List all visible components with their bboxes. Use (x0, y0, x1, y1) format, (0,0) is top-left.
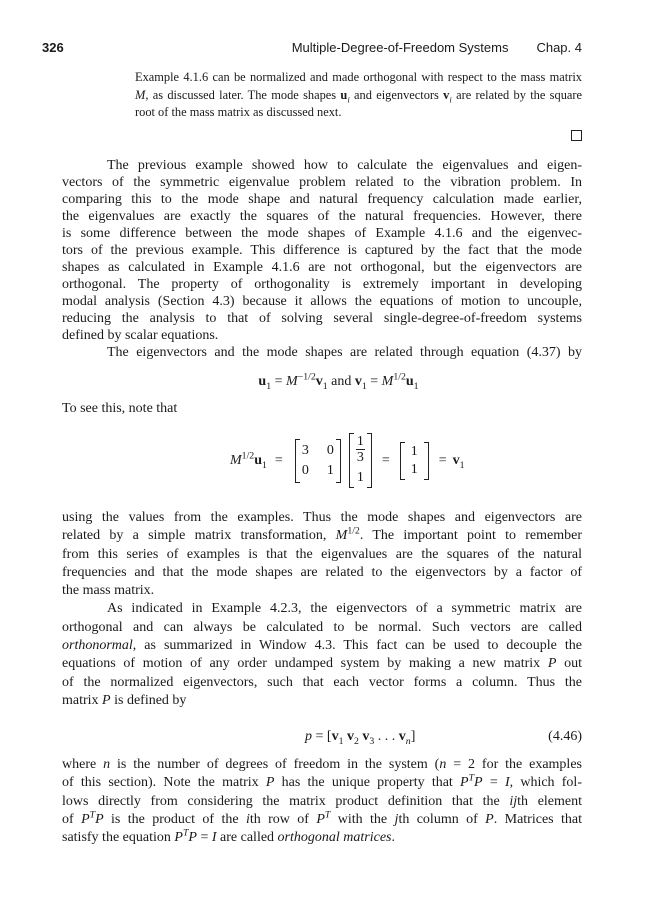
text-line (62, 756, 582, 774)
text-run: is the number of degrees of freedom in the system ( (110, 757, 440, 772)
text-line (62, 225, 582, 242)
text-run: The previous example showed how to calculate the eigenvalues and eigen- (107, 158, 582, 173)
math-italic: P (95, 811, 104, 827)
math-italic: P (174, 830, 183, 846)
superscript: 1/2 (241, 449, 255, 461)
text-run: frequencies and that the mode shapes are related to the eigenvectors by a factor of (62, 564, 582, 580)
text-run: equations of motion of any order undamped system by making a new matrix (62, 656, 548, 672)
text-run: shapes as calculated in Example 4.1.6 are not orthogonal, but the eigenvectors are (62, 260, 582, 275)
running-title: Multiple-Degree-of-Freedom Systems (291, 40, 509, 55)
text-run: , as summarized in Window 4.3. This fact can be used to decouple the (132, 638, 582, 654)
text-line (62, 293, 582, 310)
vector-cell: 1 (356, 470, 364, 485)
math-vector: v (443, 87, 450, 102)
numerator: 1 (356, 434, 364, 449)
math-vector: v (346, 729, 354, 744)
text-run: are called (216, 830, 278, 846)
text-line (135, 69, 582, 87)
text-run: from this series of examples is that the eigenvalues are the squares of the natural (62, 546, 582, 562)
subscript: 2 (353, 735, 359, 747)
text-run: root of the mass matrix as discussed next. (135, 105, 342, 119)
text-run: the mass matrix. (62, 583, 155, 599)
math-vector: v (315, 374, 323, 389)
text-run: using the values from the examples. Thus the mode shapes and eigenvectors are (62, 510, 582, 525)
equation-4-46 (305, 728, 415, 746)
vector-cell: 1 (410, 443, 418, 459)
matrix-cell: 1 (326, 462, 334, 478)
text-run: the eigenvalues are exactly the squares of the natural frequencies. However, there (62, 209, 582, 224)
text-run: matrix (62, 692, 103, 708)
text-line (62, 509, 582, 527)
subscript: 1 (262, 459, 267, 471)
text-run: . . . (374, 729, 399, 744)
result-vector (400, 442, 429, 480)
math-italic: P (547, 656, 557, 672)
see-this-line (62, 400, 582, 418)
text-run: and (327, 374, 355, 389)
math-italic: I (504, 775, 510, 791)
text-line (62, 174, 582, 191)
text-line (62, 546, 582, 564)
math-vector: v (452, 452, 460, 468)
chapter-label: Chap. 4 (536, 40, 582, 55)
math-italic: i (245, 811, 250, 827)
equation-mode-eigen-relation (0, 373, 647, 391)
subscript-italic: n (405, 735, 411, 747)
text-run: are related by the square (451, 87, 583, 102)
text-line (62, 619, 582, 637)
superscript: 1/2 (393, 371, 406, 383)
denominator: 3 (356, 450, 364, 465)
matrix-cell: 0 (301, 462, 309, 478)
subscript: 1 (266, 380, 272, 392)
text-line (62, 564, 582, 582)
text-run: , which fol- (509, 775, 582, 791)
text-line (62, 208, 582, 225)
text-line (62, 829, 582, 847)
text-run: . (391, 830, 395, 846)
example-conclusion (135, 69, 582, 122)
text-line (62, 692, 582, 710)
equals-sign: = (438, 452, 447, 468)
text-run: th row of (249, 811, 317, 827)
math-italic: M (135, 87, 146, 102)
math-italic: P (460, 775, 469, 791)
text-run: of (62, 811, 82, 827)
text-run: modal analysis (Section 4.3) because it allows the equations of motion to uncouple, (62, 294, 582, 309)
superscript: −1/2 (297, 371, 316, 383)
text-run: comparing this to the mode shape and natural frequency calculation made earlier, (62, 192, 582, 207)
math-italic: P (102, 692, 111, 708)
text-run: out (556, 656, 583, 672)
mode-shape-vector (349, 433, 372, 488)
math-italic: P (485, 811, 494, 827)
subscript: 1 (459, 459, 465, 471)
text-run: satisfy the equation (62, 830, 175, 846)
text-line: To see this, note that (62, 401, 178, 416)
math-vector: u (405, 374, 414, 389)
superscript-italic: T (468, 772, 475, 784)
text-run: reducing the analysis to that of solving several single-degree-of-freedom systems (62, 311, 582, 326)
equals-sign: = (274, 452, 283, 468)
text-line (62, 655, 582, 673)
math-italic: orthonormal (62, 638, 133, 654)
superscript: 1/2 (347, 525, 360, 537)
text-line (62, 637, 582, 655)
text-line (62, 774, 582, 792)
math-italic: M (335, 528, 348, 544)
superscript-italic: T (89, 809, 96, 821)
text-run: = 2 for the examples (446, 757, 582, 772)
subscript-italic: i (449, 93, 452, 104)
math-italic: orthogonal matrices (277, 830, 392, 846)
text-line (62, 811, 582, 829)
subscript: 3 (369, 735, 375, 747)
text-run: = [ (312, 729, 332, 744)
math-italic: j (394, 811, 399, 827)
text-run: where (62, 757, 104, 772)
text-line (135, 104, 582, 122)
paragraph-eigen-comparison (62, 157, 582, 361)
math-italic: n (103, 757, 111, 772)
math-vector: u (258, 374, 267, 389)
math-vector: v (398, 729, 406, 744)
end-of-example-box (571, 130, 582, 141)
math-italic: M (381, 374, 394, 389)
subscript: 1 (322, 380, 328, 392)
paragraph-orthonormal (62, 509, 582, 710)
math-vector: v (354, 374, 362, 389)
text-run: orthogonal and can always be calculated to be normal. Such vectors are called (62, 619, 582, 635)
text-line (62, 259, 582, 276)
text-run: , as discussed later. The mode shapes (145, 87, 341, 102)
text-run: vectors of the symmetric eigenvalue problem related to the vibration problem. In (62, 175, 582, 190)
equation-number: (4.46) (548, 729, 582, 744)
text-run: ] (410, 729, 416, 744)
text-run: lows directly from considering the matrix product definition that the (62, 793, 510, 809)
superscript-italic: T (182, 827, 189, 839)
text-run: . Matrices that (493, 811, 582, 827)
subscript: 1 (338, 735, 344, 747)
vector-cell: 1 (410, 461, 418, 477)
subscript-italic: i (347, 93, 350, 104)
text-run: orthogonal. The property of orthogonality is extremely important in developing (62, 277, 582, 292)
text-line (135, 87, 582, 105)
text-run: th column of (398, 811, 486, 827)
matrix-eq-rhs (453, 452, 465, 470)
math-italic: I (211, 830, 217, 846)
text-run: is the product of the (103, 811, 246, 827)
text-run: = (366, 374, 382, 389)
text-line (62, 276, 582, 293)
text-run: defined by scalar equations. (62, 328, 219, 343)
text-run: = (271, 374, 287, 389)
mass-sqrt-matrix (295, 439, 341, 483)
math-italic: P (316, 811, 325, 827)
math-vector: u (340, 87, 348, 102)
math-italic: n (439, 757, 447, 772)
text-line (62, 191, 582, 208)
text-run: with the (330, 811, 395, 827)
text-run: As indicated in Example 4.2.3, the eigenvectors of a symmetric matrix are (107, 601, 582, 617)
matrix-equation (230, 433, 465, 488)
math-vector: v (331, 729, 339, 744)
text-run: Example 4.1.6 can be normalized and made orthogonal with respect to the mass matrix (135, 70, 582, 84)
text-run: related by a simple matrix transformation, (62, 528, 336, 544)
text-run: has the unique property that (274, 775, 461, 791)
text-run: The eigenvectors and the mode shapes are related through equation (4.37) by (107, 345, 582, 360)
text-line (62, 242, 582, 259)
math-italic: P (188, 830, 197, 846)
text-run: is defined by (110, 692, 187, 708)
math-italic: P (474, 775, 483, 791)
math-vector: v (362, 729, 370, 744)
matrix-eq-lhs (230, 449, 267, 471)
text-line (62, 582, 582, 600)
paragraph-orthogonal-matrices (62, 756, 582, 847)
fraction (356, 434, 365, 465)
text-run: = (196, 830, 212, 846)
math-italic: ij (509, 793, 518, 809)
math-italic: M (230, 452, 242, 468)
math-italic: M (286, 374, 298, 389)
text-line (62, 674, 582, 692)
matrix-cell: 3 (301, 442, 309, 458)
equals-sign: = (381, 452, 390, 468)
text-run: and eigenvectors (349, 87, 444, 102)
text-line (62, 793, 582, 811)
page-number: 326 (42, 40, 64, 55)
text-run: th element (517, 793, 583, 809)
running-header (292, 40, 582, 55)
matrix-cell: 0 (326, 442, 334, 458)
superscript-italic: T (324, 809, 331, 821)
math-italic: p (305, 729, 312, 744)
math-italic: P (81, 811, 90, 827)
text-line (62, 327, 582, 344)
math-italic: P (265, 775, 275, 791)
text-line (62, 310, 582, 327)
text-run: . The important point to remember (359, 528, 582, 544)
subscript: 1 (361, 380, 367, 392)
text-line (62, 344, 582, 361)
text-run: of this section). Note the matrix (62, 775, 266, 791)
text-line (62, 600, 582, 618)
text-run: = (482, 775, 505, 791)
text-run: is some difference between the mode shapes of Example 4.1.6 and the eigenvec- (62, 226, 582, 241)
text-run: tors of the previous example. This difference is captured by the fact that the mode (62, 243, 582, 258)
math-vector: u (254, 452, 262, 468)
text-line (62, 157, 582, 174)
subscript: 1 (413, 380, 419, 392)
text-line (62, 527, 582, 545)
text-run: of the normalized eigenvectors, such that each vector forms a column. Thus the (62, 674, 582, 690)
